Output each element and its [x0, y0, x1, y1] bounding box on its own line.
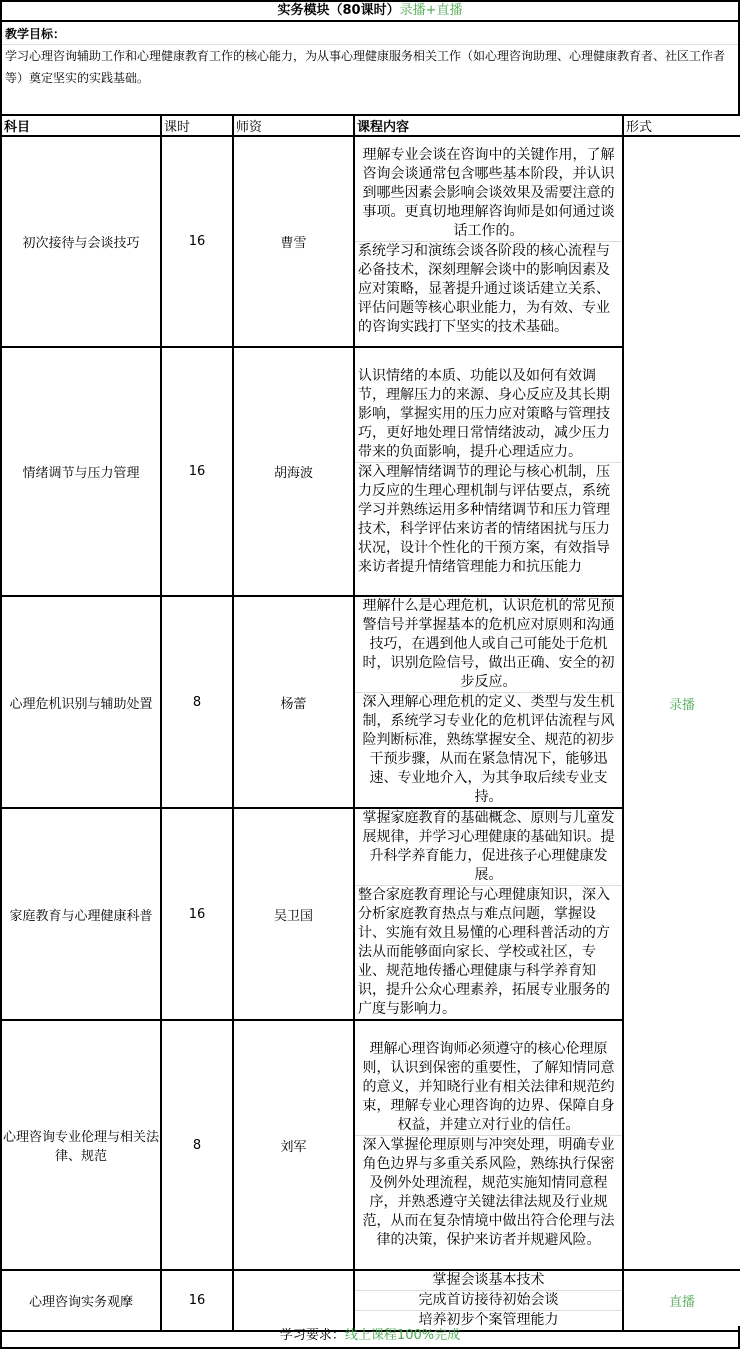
study-requirement-label: 学习要求： — [279, 1328, 345, 1343]
content-advanced: 深入理解心理危机的定义、类型与发生机制，系统学习专业化的危机评估流程与风险判断标准，熟练掌握安全、规范的初步干预步骤，从而在紧急情况下，能够迅速、专业地介入，为其争取后续专业支持。 — [355, 692, 622, 807]
module-title-mode: 录播+直播 — [399, 3, 463, 18]
teaching-goal-text: 学习心理咨询辅助工作和心理健康教育工作的核心能力，为从事心理健康服务相关工作（如心理咨询助理、心理健康教育者、社区工作者等）奠定坚实的实践基础。 — [5, 49, 726, 85]
content-basic: 掌握家庭教育的基础概念、原则与儿童发展规律，并学习心理健康的基础知识。提升科学养育能力，促进孩子心理健康发展。 — [362, 810, 615, 883]
content-basic: 理解心理咨询师必须遵守的核心伦理原则，认识到保密的重要性，了解知情同意的意义，并知晓行业有相关法律和规范约束，理解专业心理咨询的边界、保障自身权益，并建立对行业的信任。 — [362, 1041, 615, 1133]
study-requirement — [0, 1326, 740, 1349]
hours-cell: 8 — [161, 596, 233, 808]
teaching-goal-label: 教学目标： — [5, 27, 66, 41]
content-cell — [354, 1020, 623, 1270]
module-title-main: 实务模块（80课时） — [277, 3, 400, 18]
content-advanced: 深入掌握伦理原则与冲突处理，明确专业角色边界与多重关系风险，熟练执行保密及例外处理流程，规范实施知情同意程序，并熟悉遵守关键法律法规及行业规范，从而在复杂情境中做出符合伦理与法律的决策，保护来访者并规避风险。 — [355, 1135, 622, 1250]
content-cell — [354, 596, 623, 808]
study-requirement-value: 线上课程100%完成 — [344, 1328, 461, 1343]
teacher-cell — [233, 1270, 354, 1331]
hours-cell: 8 — [161, 1020, 233, 1270]
content-advanced: 整合家庭教育理论与心理健康知识，深入分析家庭教育热点与难点问题，掌握设计、实施有效且易懂的心理科普活动的方法从而能够面向家长、学校或社区，专业、规范地传播心理健康与科学养育知识，提升公众心理素养，拓展专业服务的广度与影响力。 — [355, 885, 622, 1019]
subject-cell: 家庭教育与心理健康科普 — [1, 808, 161, 1020]
subject-cell: 情绪调节与压力管理 — [1, 347, 161, 596]
content-advanced: 深入理解情绪调节的理论与核心机制，压力反应的生理心理机制与评估要点，系统学习并熟练运用多种情绪调节和压力管理技术，科学评估来访者的情绪困扰与压力状况，设计个性化的干预方案，有效指导来访者提升情绪管理能力和抗压能力 — [355, 462, 622, 577]
table-header-row — [1, 115, 740, 136]
teacher-cell: 刘军 — [233, 1020, 354, 1270]
content-item: 完成首访接待初始会谈 — [355, 1290, 622, 1310]
header-content: 课程内容 — [354, 115, 623, 136]
subject-cell: 初次接待与会谈技巧 — [1, 136, 161, 347]
teacher-cell: 吴卫国 — [233, 808, 354, 1020]
table-row — [1, 136, 740, 347]
header-format: 形式 — [623, 115, 740, 136]
hours-cell: 16 — [161, 136, 233, 347]
teacher-cell: 杨蕾 — [233, 596, 354, 808]
hours-cell: 16 — [161, 347, 233, 596]
content-cell — [354, 808, 623, 1020]
subject-cell: 心理咨询实务观摩 — [1, 1270, 161, 1331]
subject-cell: 心理危机识别与辅助处置 — [1, 596, 161, 808]
content-basic: 认识情绪的本质、功能以及如何有效调节，理解压力的来源、身心反应及其长期影响，掌握实用的压力应对策略与管理技巧，更好地处理日常情绪波动，减少压力带来的负面影响，提升心理适应力。 — [358, 367, 610, 460]
content-cell — [354, 347, 623, 596]
content-basic: 理解什么是心理危机，认识危机的常见预警信号并掌握基本的危机应对原则和沟通技巧，在遇到他人或自己可能处于危机时，识别危险信号，做出正确、安全的初步反应。 — [362, 598, 615, 690]
course-table — [0, 114, 740, 1332]
header-teacher: 师资 — [233, 115, 354, 136]
format-cell-live: 直播 — [623, 1270, 740, 1331]
teaching-goal-section — [0, 21, 740, 115]
subject-cell: 心理咨询专业伦理与相关法律、规范 — [1, 1020, 161, 1270]
hours-cell: 16 — [161, 1270, 233, 1331]
teacher-cell: 胡海波 — [233, 347, 354, 596]
module-title — [0, 0, 740, 22]
content-cell — [354, 1270, 623, 1331]
content-item: 掌握会谈基本技术 — [432, 1272, 545, 1288]
content-advanced: 系统学习和演练会谈各阶段的核心流程与必备技术，深刻理解会谈中的影响因素及应对策略，显著提升通过谈话建立关系、评估问题等核心职业能力，为有效、专业的咨询实践打下坚实的技术基础。 — [355, 241, 622, 337]
header-subject: 科目 — [1, 115, 161, 136]
format-cell-recorded: 录播 — [623, 136, 740, 1270]
table-row — [1, 1270, 740, 1331]
header-hours: 课时 — [161, 115, 233, 136]
content-item: 培养初步个案管理能力 — [355, 1310, 622, 1330]
hours-cell: 16 — [161, 808, 233, 1020]
content-basic: 理解专业会谈在咨询中的关键作用，了解咨询会谈通常包含哪些基本阶段，并认识到哪些因素会影响会谈效果及需要注意的事项。更真切地理解咨询师是如何通过谈话工作的。 — [362, 147, 615, 239]
content-cell — [354, 136, 623, 347]
teacher-cell: 曹雪 — [233, 136, 354, 347]
